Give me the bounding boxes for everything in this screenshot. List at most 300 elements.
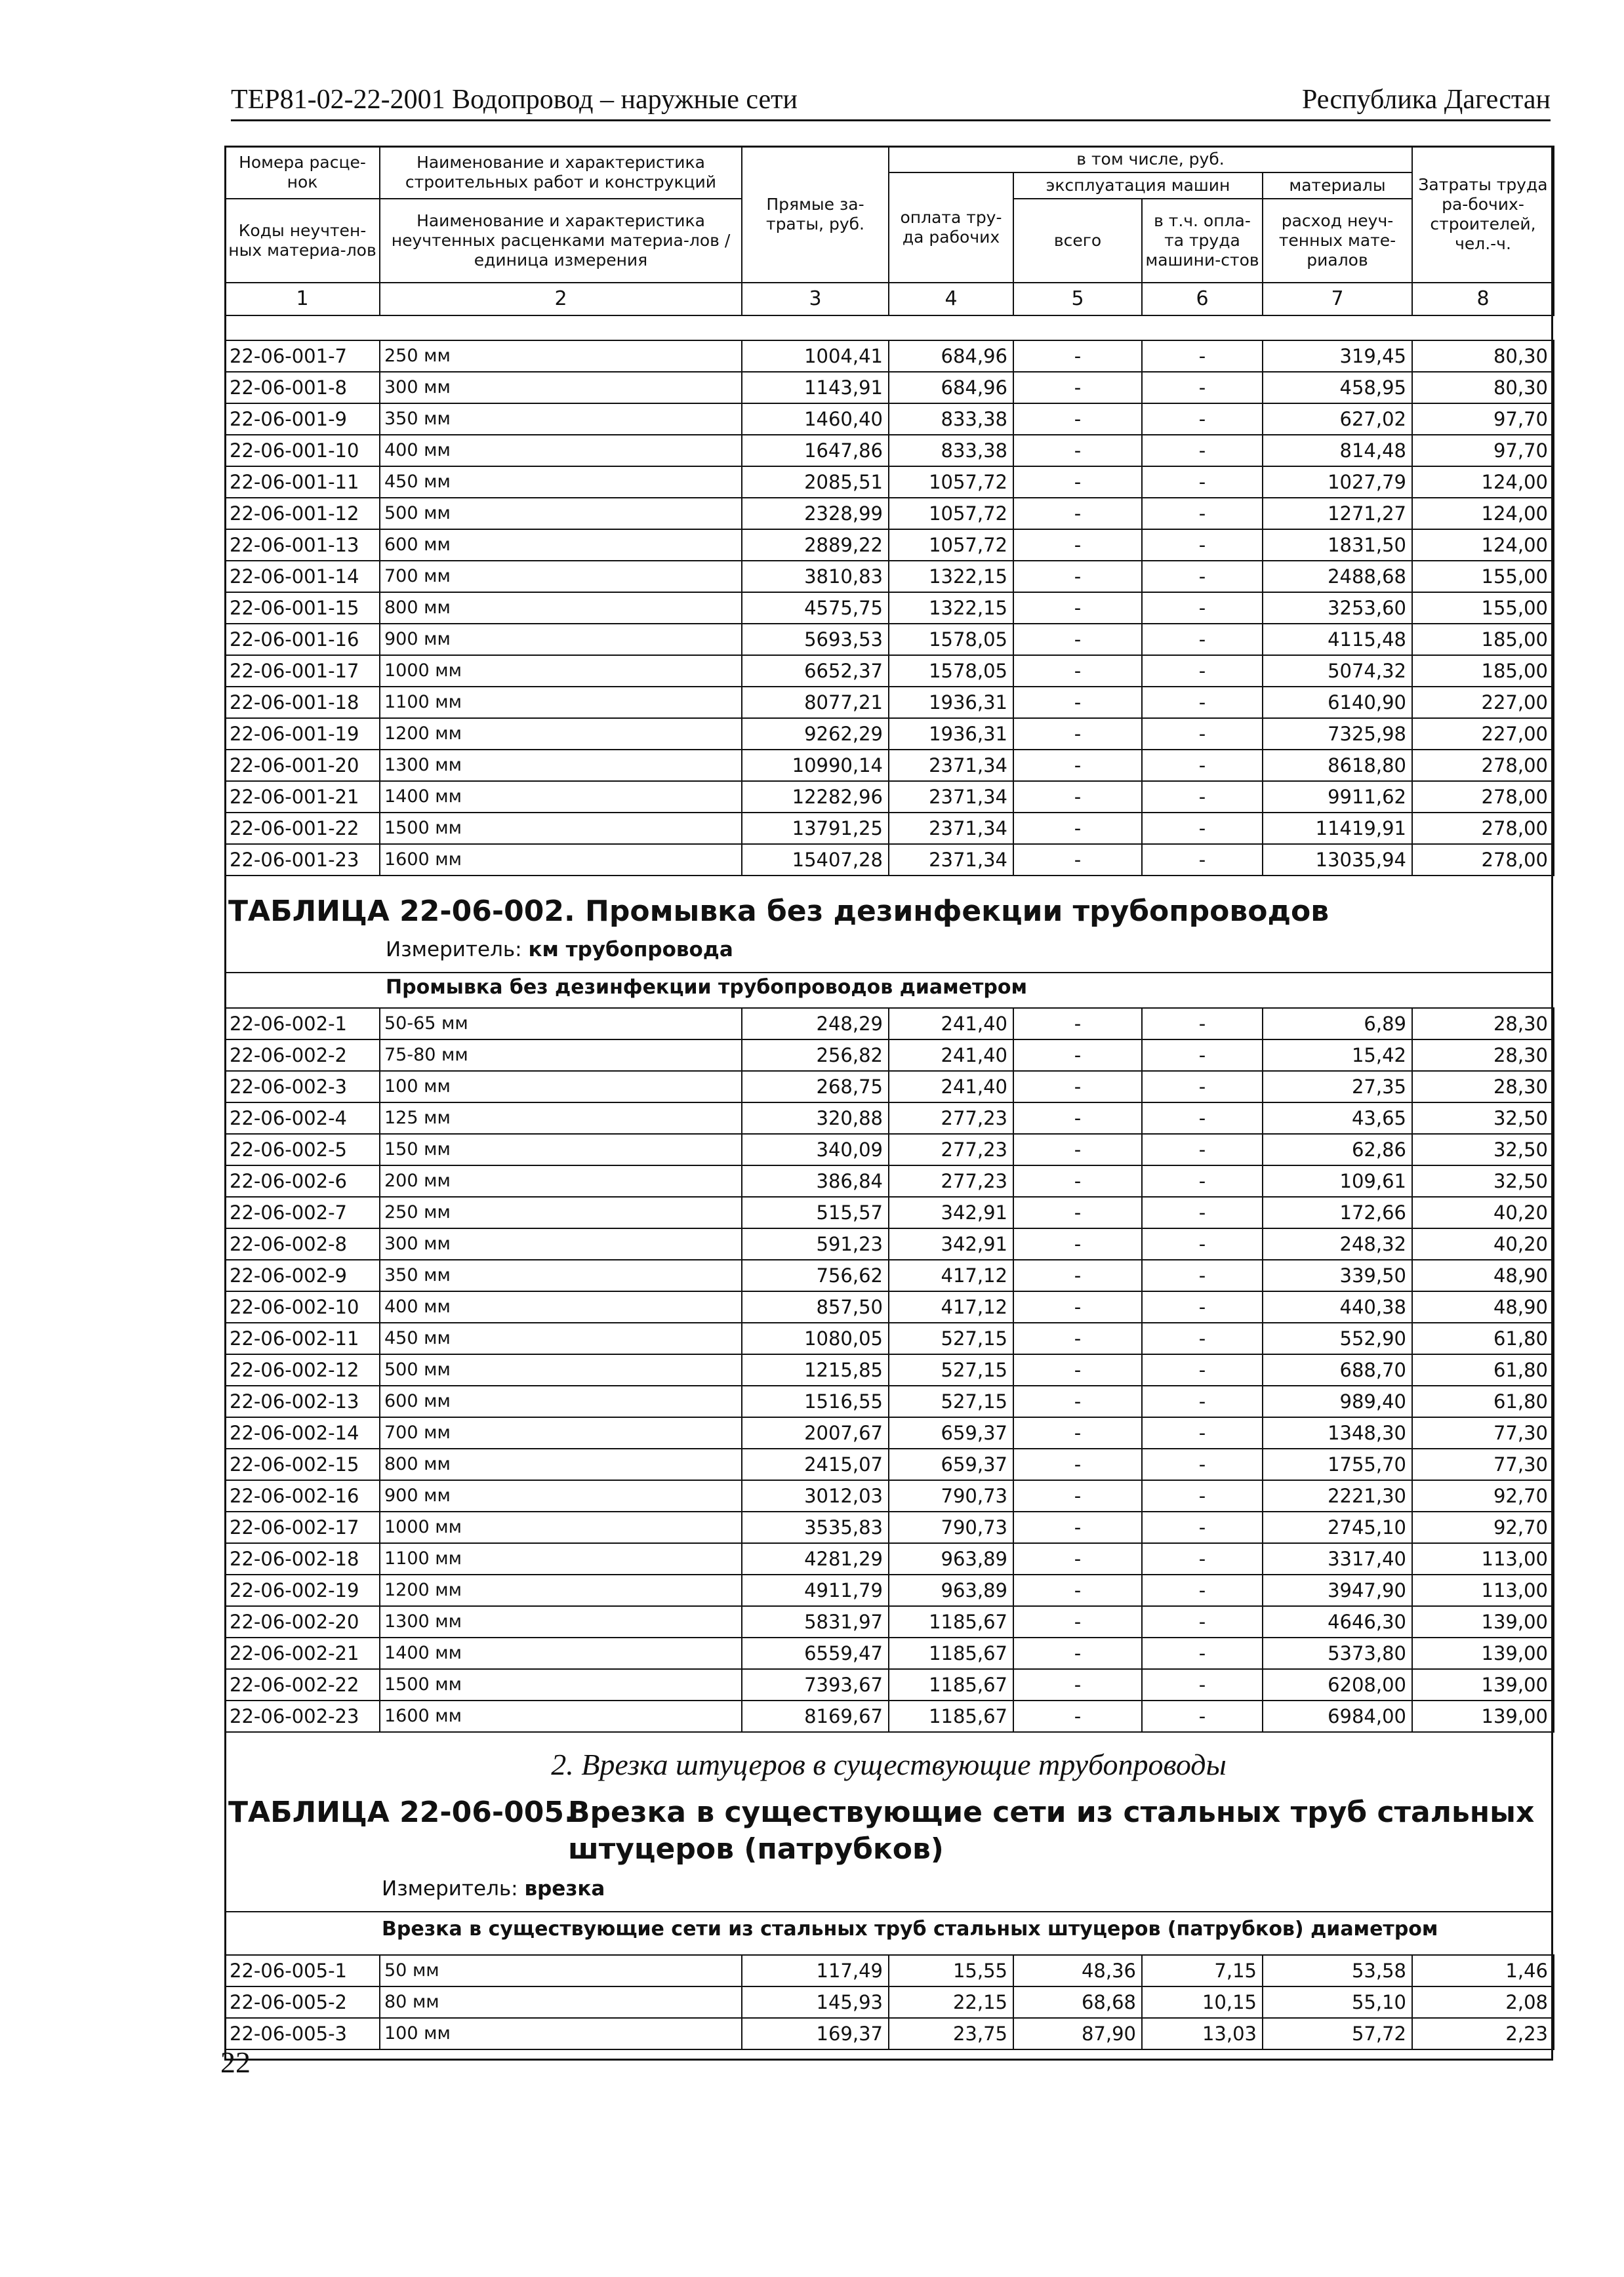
table-cell: 28,30 (1412, 1039, 1554, 1071)
table-cell: - (1142, 1638, 1263, 1669)
table-cell: 124,00 (1412, 529, 1554, 561)
table-cell: 800 мм (380, 1449, 742, 1480)
table-cell: 13791,25 (742, 813, 889, 844)
table-cell: 386,84 (742, 1165, 889, 1197)
table-cell: 97,70 (1412, 435, 1554, 466)
table-row (225, 1102, 1554, 1134)
header-direct-costs: Прямые за-траты, руб. (742, 146, 889, 283)
table-cell: 22-06-001-10 (225, 435, 380, 466)
table-cell: - (1013, 1008, 1142, 1039)
table-cell: 1271,27 (1263, 498, 1412, 529)
table-cell: 22-06-001-12 (225, 498, 380, 529)
table-cell: 27,35 (1263, 1071, 1412, 1102)
header-labor-costs: Затраты труда ра-бочих-строителей, чел.-ч. (1412, 146, 1554, 283)
table-cell: 23,75 (889, 2018, 1013, 2049)
table-cell: - (1013, 340, 1142, 372)
table-cell: 6984,00 (1263, 1701, 1412, 1732)
table-cell: 155,00 (1412, 561, 1554, 592)
table-cell: 1322,15 (889, 592, 1013, 624)
table-cell: - (1013, 1575, 1142, 1606)
header-rate-numbers: Номера расце-нок (225, 146, 380, 199)
table-cell: - (1013, 1701, 1142, 1732)
table-row (225, 403, 1554, 435)
table-meter-22-06-002 (386, 938, 733, 961)
table-cell: 339,50 (1263, 1260, 1412, 1291)
table-cell: 814,48 (1263, 435, 1412, 466)
table-cell: - (1142, 1165, 1263, 1197)
table-cell: - (1142, 624, 1263, 655)
table-cell: 227,00 (1412, 718, 1554, 750)
table-cell: 1100 мм (380, 1543, 742, 1575)
table-row (225, 340, 1554, 372)
table-row (225, 1638, 1554, 1669)
table-row (225, 1449, 1554, 1480)
table-cell: - (1013, 561, 1142, 592)
rates-table-22-06-001 (224, 340, 1554, 876)
table-row (225, 529, 1554, 561)
table-cell: 2085,51 (742, 466, 889, 498)
table-cell: 684,96 (889, 372, 1013, 403)
table-cell: 6559,47 (742, 1638, 889, 1669)
table-cell: 139,00 (1412, 1606, 1554, 1638)
table-cell: 1400 мм (380, 781, 742, 813)
table-cell: 10990,14 (742, 750, 889, 781)
table-title-prefix-22-06-005: ТАБЛИЦА 22-06-005. (228, 1796, 575, 1829)
table-cell: 1215,85 (742, 1354, 889, 1386)
header-material-consumption: расход неуч-тенных мате-риалов (1263, 199, 1412, 283)
table-cell: 417,12 (889, 1291, 1013, 1323)
table-cell: 350 мм (380, 403, 742, 435)
table-cell: 1200 мм (380, 718, 742, 750)
table-cell: - (1142, 1606, 1263, 1638)
table-cell: 3947,90 (1263, 1575, 1412, 1606)
table-cell: 400 мм (380, 435, 742, 466)
table-cell: - (1142, 561, 1263, 592)
table-cell: 6,89 (1263, 1008, 1412, 1039)
table-cell: 100 мм (380, 2018, 742, 2049)
table-cell: 43,65 (1263, 1102, 1412, 1134)
table-cell: 342,91 (889, 1228, 1013, 1260)
table-cell: 1185,67 (889, 1638, 1013, 1669)
column-number: 6 (1142, 283, 1263, 315)
table-cell: - (1142, 372, 1263, 403)
table-cell: 22-06-001-20 (225, 750, 380, 781)
table-cell: 1516,55 (742, 1386, 889, 1417)
table-row (225, 1701, 1554, 1732)
table-cell: 250 мм (380, 340, 742, 372)
table-cell: 22-06-002-6 (225, 1165, 380, 1197)
table-cell: 22-06-002-19 (225, 1575, 380, 1606)
table-cell: 248,32 (1263, 1228, 1412, 1260)
table-cell: 527,15 (889, 1386, 1013, 1417)
table-cell: 1300 мм (380, 750, 742, 781)
table-cell: 1500 мм (380, 813, 742, 844)
rates-table-22-06-002 (224, 1007, 1554, 1733)
table-cell: 278,00 (1412, 750, 1554, 781)
table-cell: 1200 мм (380, 1575, 742, 1606)
table-row (225, 624, 1554, 655)
table-cell: - (1142, 340, 1263, 372)
table-cell: - (1013, 1512, 1142, 1543)
table-cell: 22-06-002-11 (225, 1323, 380, 1354)
table-cell: 92,70 (1412, 1480, 1554, 1512)
table-cell: - (1013, 844, 1142, 876)
table-cell: - (1013, 1354, 1142, 1386)
table-cell: 22-06-002-1 (225, 1008, 380, 1039)
table-cell: 450 мм (380, 466, 742, 498)
table-cell: 77,30 (1412, 1449, 1554, 1480)
table-cell: - (1142, 1323, 1263, 1354)
table-row (225, 1039, 1554, 1071)
table-cell: 800 мм (380, 592, 742, 624)
table-cell: 1647,86 (742, 435, 889, 466)
table-cell: - (1013, 1291, 1142, 1323)
table-cell: 659,37 (889, 1449, 1013, 1480)
column-number: 5 (1013, 283, 1142, 315)
table-cell: 900 мм (380, 1480, 742, 1512)
table-cell: - (1142, 1354, 1263, 1386)
table-cell: 6208,00 (1263, 1669, 1412, 1701)
table-cell: 1400 мм (380, 1638, 742, 1669)
table-cell: - (1142, 1134, 1263, 1165)
table-row (225, 1008, 1554, 1039)
table-row (225, 466, 1554, 498)
table-cell: 2,08 (1412, 1986, 1554, 2018)
table-cell: 2007,67 (742, 1417, 889, 1449)
section-heading: 2. Врезка штуцеров в существующие трубопроводы (551, 1748, 1227, 1781)
table-cell: 1000 мм (380, 655, 742, 687)
table-cell: - (1142, 813, 1263, 844)
table-cell: 277,23 (889, 1134, 1013, 1165)
table-cell: 22-06-001-17 (225, 655, 380, 687)
table-row (225, 1543, 1554, 1575)
table-cell: 4115,48 (1263, 624, 1412, 655)
table-cell: - (1013, 1323, 1142, 1354)
table-cell: 6140,90 (1263, 687, 1412, 718)
table-cell: - (1013, 592, 1142, 624)
table-cell: 342,91 (889, 1197, 1013, 1228)
table-row (225, 1071, 1554, 1102)
table-cell: 124,00 (1412, 466, 1554, 498)
table-cell: 22-06-002-8 (225, 1228, 380, 1260)
table-cell: - (1013, 813, 1142, 844)
table-cell: 15407,28 (742, 844, 889, 876)
header-worker-pay: оплата тру-да рабочих (889, 172, 1013, 283)
table-cell: 22-06-002-17 (225, 1512, 380, 1543)
table-cell: 68,68 (1013, 1986, 1142, 2018)
table-cell: 22-06-002-10 (225, 1291, 380, 1323)
table-cell: - (1142, 1102, 1263, 1134)
table-cell: 591,23 (742, 1228, 889, 1260)
meter-value: км трубопровода (528, 938, 733, 961)
table-cell: - (1142, 750, 1263, 781)
table-row (225, 1165, 1554, 1197)
table-cell: 833,38 (889, 435, 1013, 466)
table-cell: 87,90 (1013, 2018, 1142, 2049)
table-row (225, 750, 1554, 781)
table-cell: 10,15 (1142, 1986, 1263, 2018)
table-cell: 109,61 (1263, 1165, 1412, 1197)
table-cell: 3012,03 (742, 1480, 889, 1512)
table-row (225, 1417, 1554, 1449)
header-including: в том числе, руб. (889, 146, 1412, 172)
table-row (225, 498, 1554, 529)
table-cell: 22-06-002-23 (225, 1701, 380, 1732)
table-cell: 22-06-001-7 (225, 340, 380, 372)
table-cell: 113,00 (1412, 1575, 1554, 1606)
table-row (225, 781, 1554, 813)
table-cell: 600 мм (380, 1386, 742, 1417)
table-cell: 32,50 (1412, 1134, 1554, 1165)
table-cell: - (1142, 1669, 1263, 1701)
table-row (225, 813, 1554, 844)
table-cell: 9262,29 (742, 718, 889, 750)
table-cell: - (1142, 435, 1263, 466)
table-cell: 22-06-002-22 (225, 1669, 380, 1701)
table-title-line2-22-06-005: штуцеров (патрубков) (568, 1832, 944, 1866)
table-subheading-22-06-005: Врезка в существующие сети из стальных труб стальных штуцеров (патрубков) диаметром (382, 1918, 1438, 1941)
table-cell: - (1013, 1071, 1142, 1102)
table-cell: 552,90 (1263, 1323, 1412, 1354)
table-cell: 833,38 (889, 403, 1013, 435)
table-cell: 1,46 (1412, 1955, 1554, 1986)
table-cell: - (1142, 1197, 1263, 1228)
table-cell: 1755,70 (1263, 1449, 1412, 1480)
table-cell: 22-06-002-15 (225, 1449, 380, 1480)
table-cell: 15,42 (1263, 1039, 1412, 1071)
table-cell: 169,37 (742, 2018, 889, 2049)
table-row (225, 435, 1554, 466)
document-code-title: ТЕР81-02-22-2001 Водопровод – наружные сети (231, 85, 798, 115)
table-cell: 22-06-002-21 (225, 1638, 380, 1669)
table-cell: 700 мм (380, 561, 742, 592)
table-cell: - (1013, 1386, 1142, 1417)
table-cell: 319,45 (1263, 340, 1412, 372)
table-cell: 1143,91 (742, 372, 889, 403)
table-cell: - (1013, 1260, 1142, 1291)
table-cell: 300 мм (380, 372, 742, 403)
table-cell: 22,15 (889, 1986, 1013, 2018)
table-cell: 155,00 (1412, 592, 1554, 624)
table-cell: 22-06-001-13 (225, 529, 380, 561)
table-cell: 7325,98 (1263, 718, 1412, 750)
table-cell: - (1013, 1228, 1142, 1260)
table-cell: 1600 мм (380, 844, 742, 876)
table-row (225, 1480, 1554, 1512)
table-cell: 1057,72 (889, 466, 1013, 498)
table-row (225, 1323, 1554, 1354)
table-cell: 989,40 (1263, 1386, 1412, 1417)
table-cell: 8169,67 (742, 1701, 889, 1732)
table-cell: - (1013, 1543, 1142, 1575)
table-cell: - (1013, 1638, 1142, 1669)
table-cell: - (1142, 529, 1263, 561)
table-cell: - (1013, 718, 1142, 750)
table-cell: 13035,94 (1263, 844, 1412, 876)
header-machine-operation: эксплуатация машин (1013, 172, 1263, 199)
table-cell: 1500 мм (380, 1669, 742, 1701)
table-cell: 857,50 (742, 1291, 889, 1323)
table-row (225, 718, 1554, 750)
table-cell: 53,58 (1263, 1955, 1412, 1986)
table-cell: 22-06-002-4 (225, 1102, 380, 1134)
table-cell: 417,12 (889, 1260, 1013, 1291)
table-row (225, 1260, 1554, 1291)
table-cell: 40,20 (1412, 1228, 1554, 1260)
table-cell: - (1013, 1134, 1142, 1165)
table-cell: 1936,31 (889, 687, 1013, 718)
table-cell: 28,30 (1412, 1071, 1554, 1102)
table-cell: 7,15 (1142, 1955, 1263, 1986)
table-row (225, 1986, 1554, 2018)
table-cell: 3535,83 (742, 1512, 889, 1543)
table-cell: 278,00 (1412, 813, 1554, 844)
table-cell: - (1142, 1039, 1263, 1071)
table-cell: - (1142, 1071, 1263, 1102)
table-cell: 241,40 (889, 1071, 1013, 1102)
table-cell: 4281,29 (742, 1543, 889, 1575)
table-cell: - (1013, 655, 1142, 687)
table-cell: 8618,80 (1263, 750, 1412, 781)
table-cell: 80,30 (1412, 372, 1554, 403)
table-cell: 458,95 (1263, 372, 1412, 403)
table-cell: 627,02 (1263, 403, 1412, 435)
table-cell: 659,37 (889, 1417, 1013, 1449)
table-cell: - (1142, 1701, 1263, 1732)
table-cell: 5693,53 (742, 624, 889, 655)
table-cell: 22-06-001-8 (225, 372, 380, 403)
table-row (225, 592, 1554, 624)
table-cell: 48,36 (1013, 1955, 1142, 1986)
table-cell: 80,30 (1412, 340, 1554, 372)
table-cell: 77,30 (1412, 1417, 1554, 1449)
table-cell: 22-06-002-7 (225, 1197, 380, 1228)
table-cell: 684,96 (889, 340, 1013, 372)
table-cell: 22-06-002-5 (225, 1134, 380, 1165)
table-cell: 756,62 (742, 1260, 889, 1291)
table-cell: 200 мм (380, 1165, 742, 1197)
table-cell: 1057,72 (889, 498, 1013, 529)
table-cell: 2745,10 (1263, 1512, 1412, 1543)
column-number: 2 (380, 283, 742, 315)
table-cell: 32,50 (1412, 1102, 1554, 1134)
table-cell: 340,09 (742, 1134, 889, 1165)
table-cell: - (1013, 372, 1142, 403)
table-cell: 55,10 (1263, 1986, 1412, 2018)
page-number: 22 (220, 2045, 251, 2079)
table-cell: 1600 мм (380, 1701, 742, 1732)
table-cell: 278,00 (1412, 844, 1554, 876)
table-cell: 278,00 (1412, 781, 1554, 813)
table-cell: 3810,83 (742, 561, 889, 592)
header-operator-pay: в т.ч. опла-та труда машини-стов (1142, 199, 1263, 283)
table-row (225, 687, 1554, 718)
table-cell: 500 мм (380, 1354, 742, 1386)
table-cell: 1578,05 (889, 624, 1013, 655)
table-cell: 1322,15 (889, 561, 1013, 592)
table-cell: 22-06-002-2 (225, 1039, 380, 1071)
column-number: 7 (1263, 283, 1412, 315)
table-cell: 22-06-002-9 (225, 1260, 380, 1291)
table-cell: 139,00 (1412, 1669, 1554, 1701)
table-row (225, 2018, 1554, 2049)
table-cell: 22-06-001-23 (225, 844, 380, 876)
table-cell: 13,03 (1142, 2018, 1263, 2049)
table-row (225, 1197, 1554, 1228)
table-title-22-06-002: ТАБЛИЦА 22-06-002. Промывка без дезинфекции трубопроводов (228, 895, 1330, 928)
table-cell: - (1142, 1543, 1263, 1575)
table-cell: 1348,30 (1263, 1417, 1412, 1449)
table-cell: 22-06-002-16 (225, 1480, 380, 1512)
table-cell: 1578,05 (889, 655, 1013, 687)
table-cell: 450 мм (380, 1323, 742, 1354)
table-cell: - (1142, 498, 1263, 529)
divider (224, 1911, 1553, 1912)
table-cell: 185,00 (1412, 624, 1554, 655)
table-cell: 61,80 (1412, 1323, 1554, 1354)
table-cell: 1300 мм (380, 1606, 742, 1638)
table-cell: 80 мм (380, 1986, 742, 2018)
table-cell: 11419,91 (1263, 813, 1412, 844)
table-cell: 1185,67 (889, 1701, 1013, 1732)
table-cell: 22-06-001-18 (225, 687, 380, 718)
meter-label: Измеритель: (382, 1877, 518, 1901)
table-cell: - (1142, 1480, 1263, 1512)
table-cell: - (1013, 624, 1142, 655)
table-cell: 22-06-001-11 (225, 466, 380, 498)
table-cell: 6652,37 (742, 655, 889, 687)
table-cell: 22-06-002-12 (225, 1354, 380, 1386)
table-cell: 22-06-002-13 (225, 1386, 380, 1417)
table-cell: 1057,72 (889, 529, 1013, 561)
table-cell: 40,20 (1412, 1197, 1554, 1228)
header-work-name: Наименование и характеристика строительных работ и конструкций (380, 146, 742, 199)
table-cell: - (1142, 655, 1263, 687)
table-cell: 790,73 (889, 1480, 1013, 1512)
table-row (225, 1575, 1554, 1606)
table-cell: - (1013, 435, 1142, 466)
table-cell: 1185,67 (889, 1606, 1013, 1638)
region-name: Республика Дагестан (1301, 85, 1551, 115)
table-row (225, 1512, 1554, 1543)
table-cell: 48,90 (1412, 1260, 1554, 1291)
table-cell: 2328,99 (742, 498, 889, 529)
table-cell: 688,70 (1263, 1354, 1412, 1386)
table-cell: 300 мм (380, 1228, 742, 1260)
table-cell: 5831,97 (742, 1606, 889, 1638)
table-cell: 5373,80 (1263, 1638, 1412, 1669)
meter-value: врезка (524, 1877, 605, 1901)
table-cell: 256,82 (742, 1039, 889, 1071)
table-cell: - (1013, 1480, 1142, 1512)
table-cell: - (1013, 1102, 1142, 1134)
table-cell: 22-06-002-18 (225, 1543, 380, 1575)
table-cell: - (1013, 466, 1142, 498)
table-cell: 4646,30 (1263, 1606, 1412, 1638)
table-cell: 22-06-005-1 (225, 1955, 380, 1986)
column-number: 4 (889, 283, 1013, 315)
table-row (225, 1669, 1554, 1701)
table-cell: 320,88 (742, 1102, 889, 1134)
table-cell: 9911,62 (1263, 781, 1412, 813)
table-cell: 350 мм (380, 1260, 742, 1291)
table-title-line1-22-06-005: Врезка в существующие сети из стальных труб стальных (568, 1796, 1535, 1829)
table-cell: 227,00 (1412, 687, 1554, 718)
table-cell: 4575,75 (742, 592, 889, 624)
table-cell: 139,00 (1412, 1701, 1554, 1732)
table-cell: 440,38 (1263, 1291, 1412, 1323)
table-cell: 1027,79 (1263, 466, 1412, 498)
